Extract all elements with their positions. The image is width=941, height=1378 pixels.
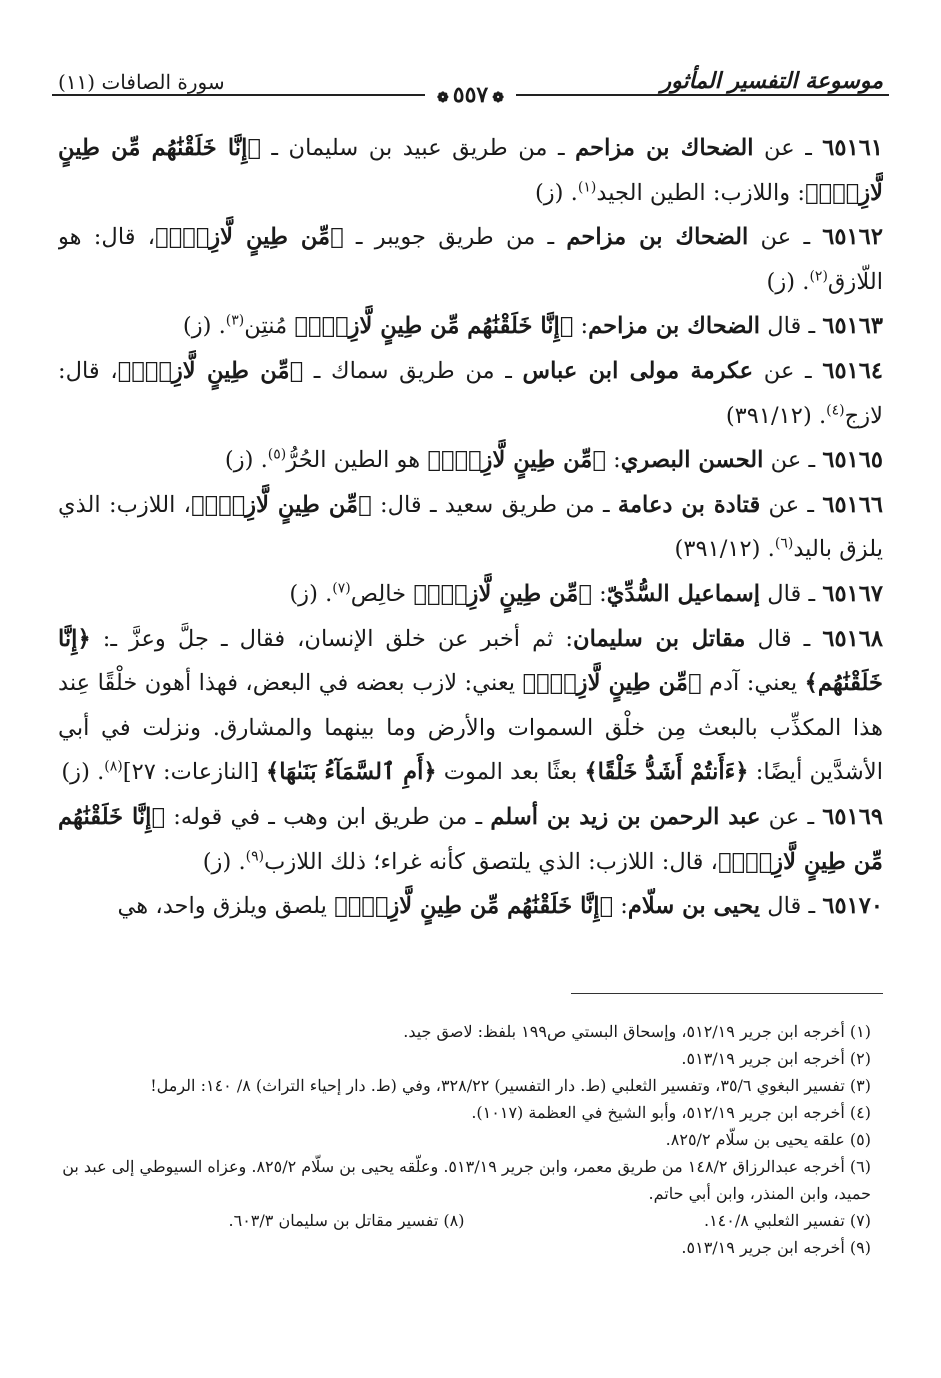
narrator-name: الضحاك بن مزاحم xyxy=(566,224,749,251)
entry-number: ٦٥١٦٩ xyxy=(822,803,883,830)
footnote: (٥) علقه يحيى بن سلّام ٨٢٥/٢. xyxy=(665,1130,871,1149)
entry-text: ـ من طريق سعيد ـ قال: xyxy=(371,491,618,518)
entry-text: ـ قال xyxy=(760,580,823,607)
entry-source: . (ز) xyxy=(182,313,226,340)
entry-number: ٦٥١٦٥ xyxy=(822,447,883,474)
page-number xyxy=(425,82,516,108)
quran-quote: ﴿مِّن طِينٍ لَّازِبِۭ﴾ xyxy=(413,580,592,607)
narrator-name: عكرمة مولى ابن عباس xyxy=(522,357,754,384)
entry-text: : واللازب: الطين الجيد xyxy=(596,179,805,206)
surah-title: سورة الصافات (١١) xyxy=(58,70,225,94)
entry-text: هو الطين الحُرُّ xyxy=(286,447,428,474)
quran-quote: ﴿إِنَّا خَلَقْنَٰهُم مِّن طِينٍ لَّازِبِۭ﴾ xyxy=(58,803,883,875)
entry-text: ، اللازب: الذي يلزق باليد xyxy=(58,491,883,563)
entry xyxy=(58,884,883,929)
entry-number: ٦٥١٦٣ xyxy=(822,313,883,340)
entry xyxy=(58,483,883,572)
entry-number: ٦٥١٦٤ xyxy=(822,357,883,384)
entry-text: ـ قال xyxy=(760,313,823,340)
entry-number: ٦٥١٦٢ xyxy=(822,224,883,251)
page-number-text: ٥٥٧ xyxy=(452,82,489,108)
main-text xyxy=(58,126,883,988)
entry-text: ـ عن xyxy=(748,224,823,251)
footnote: (٦) أخرجه عبدالرزاق ١٤٨/٢ من طريق معمر، وابن جرير ٥١٣/١٩. وعلّقه يحيى بن سلّام ٨٢٥/٢. وعزاه السيوطي إلى عبد بن حميد، وابن المنذر، وابن أبي حاتم. xyxy=(62,1157,871,1203)
entry-text: خالِص xyxy=(350,580,414,607)
quran-quote: ﴿مِّن طِينٍ لَّازِبِۭ﴾ xyxy=(522,670,702,697)
footnote-ref[interactable]: (٤) xyxy=(826,402,845,419)
footnote-ref[interactable]: (٣) xyxy=(225,312,245,329)
entry-source: . (٣٩١/١٢) xyxy=(725,402,827,429)
quran-quote: ﴿مِّن طِينٍ لَّازِبِۭ﴾ xyxy=(427,447,606,474)
narrator-name: الضحاك بن مزاحم xyxy=(575,135,754,161)
quran-quote: ﴿إِنَّا خَلَقْنَٰهُم مِّن طِينٍ لَّازِبِۭ﴾ xyxy=(58,135,883,206)
narrator-name: عبد الرحمن بن زيد بن أسلم xyxy=(490,803,761,830)
footnote-ref[interactable]: (١) xyxy=(577,179,597,196)
footnote: (٤) أخرجه ابن جرير ٥١٢/١٩، وأبو الشيخ في العظمة (١٠١٧). xyxy=(471,1103,871,1122)
entry-text: ـ من طريق ابن وهب ـ في قوله: xyxy=(165,803,491,830)
entry xyxy=(58,617,883,795)
quran-quote: ﴿أَمِ ٱلسَّمَآءُ بَنَىٰهَا﴾ xyxy=(266,759,437,786)
footnotes xyxy=(58,1018,871,1318)
footnote-ref[interactable]: (٦) xyxy=(774,535,794,552)
narrator-name: إسماعيل السُّدِّيّ xyxy=(606,580,761,607)
entry-number: ٦٥١٧٠ xyxy=(822,893,883,920)
footnote-ref[interactable]: (٨) xyxy=(104,758,123,775)
entry-text: ـ عن xyxy=(760,491,823,518)
entry xyxy=(58,126,883,215)
entry-source: . (ز) xyxy=(289,580,333,607)
entry-text: ـ عن xyxy=(760,803,823,830)
entry-number: ٦٥١٦٧ xyxy=(822,580,883,607)
entry-text: : xyxy=(613,893,628,920)
entry-text: يعني: آدم xyxy=(701,670,805,697)
footnote-ref[interactable]: (٩) xyxy=(245,847,265,864)
entry-source: . (ز) xyxy=(534,179,578,206)
entry-source: . (ز) xyxy=(766,268,810,295)
entry-text: ـ عن xyxy=(753,357,823,384)
footnote: (٩) أخرجه ابن جرير ٥١٣/١٩. xyxy=(681,1238,871,1257)
entry-text: ـ قال xyxy=(745,625,823,652)
narrator-name: يحيى بن سلّام xyxy=(627,893,761,920)
entry-number: ٦٥١٦٦ xyxy=(822,491,883,518)
narrator-name: مقاتل بن سليمان xyxy=(573,625,746,652)
entry-text: يعني: لازب بعضه في البعض، فهذا أهون خلْقًا عِند هذا المكذِّب بالبعث مِن خلْق السموات والأرض وما بينهما والمشارق. ونزلت في أبي الأشدَّين أيضًا: xyxy=(58,670,883,786)
quran-quote: ﴿مِّن طِينٍ لَّازِبِۭ﴾ xyxy=(117,357,304,384)
entry xyxy=(58,349,883,438)
entry-source: . (٣٩١/١٢) xyxy=(674,536,775,563)
entry-text: : ثم أخبر عن خلق الإنسان، فقال ـ جلَّ وعزَّ ـ: xyxy=(90,625,574,652)
entry xyxy=(58,304,883,349)
entry-text: : xyxy=(573,313,589,340)
entry-text: يلصق ويلزق واحد، هي xyxy=(117,893,335,920)
entry xyxy=(58,215,883,304)
quran-quote: ﴿مِّن طِينٍ لَّازِبِۭ﴾ xyxy=(190,491,372,518)
footnote: (٢) أخرجه ابن جرير ٥١٣/١٩. xyxy=(681,1049,871,1068)
entry-text: ـ من طريق عبيد بن سليمان ـ xyxy=(260,135,576,161)
entry-text: ـ قال xyxy=(760,893,823,920)
footnote-ref[interactable]: (٢) xyxy=(809,268,828,285)
footnote-ref[interactable]: (٧) xyxy=(332,580,351,597)
narrator-name: قتادة بن دعامة xyxy=(617,491,761,518)
quran-quote: ﴿إِنَّا خَلَقْنَٰهُم﴾ xyxy=(58,625,883,697)
footnote-row xyxy=(58,1207,871,1234)
entry xyxy=(58,795,883,884)
entry-source: . (ز) xyxy=(224,447,268,474)
quran-quote: ﴿إِنَّا خَلَقْنَٰهُم مِّن طِينٍ لَّازِبِۭ﴾ xyxy=(294,313,574,340)
entry-text: ـ عن xyxy=(753,135,823,161)
ornament-icon: ❁ xyxy=(437,90,449,106)
entry-source: . (ز) xyxy=(61,759,105,786)
ornament-icon: ❁ xyxy=(492,90,504,106)
book-title: موسوعة التفسير المأثور xyxy=(660,68,883,94)
quran-quote: ﴿إِنَّا خَلَقْنَٰهُم مِّن طِينٍ لَّازِبِۭ﴾ xyxy=(334,893,614,920)
entry-text: ـ من طريق جويبر ـ xyxy=(343,224,567,251)
entry-number: ٦٥١٦٨ xyxy=(822,625,883,652)
entry-text: ، قال: اللازب: الذي يلتصق كأنه غراء؛ ذلك اللازب xyxy=(264,848,718,875)
page-number-wrap xyxy=(0,82,941,108)
footnote: (٧) تفسير الثعلبي ١٤٠/٨. xyxy=(703,1211,871,1230)
narrator-name: الحسن البصري xyxy=(620,447,764,474)
footnote-ref[interactable]: (٥) xyxy=(267,446,287,463)
quran-quote: ﴿ءَأَنتُمْ أَشَدُّ خَلْقًا﴾ xyxy=(584,759,749,786)
entry-text: ، قال: هو اللّازق xyxy=(58,224,883,295)
entry xyxy=(58,438,883,483)
entry-text: ، قال: لازج xyxy=(58,357,883,429)
footnote: (١) أخرجه ابن جرير ٥١٢/١٩، وإسحاق البستي ص١٩٩ بلفظ: لاصق جيد. xyxy=(403,1022,871,1041)
quran-quote: ﴿مِّن طِينٍ لَّازِبِۭ﴾ xyxy=(155,224,344,251)
entry-text: ـ عن xyxy=(763,447,823,474)
footnote: (٨) تفسير مقاتل بن سليمان ٦٠٣/٣. xyxy=(228,1211,465,1230)
entry-number: ٦٥١٦١ xyxy=(822,135,883,161)
entry-source: . (ز) xyxy=(202,848,246,875)
entry-text: : xyxy=(591,580,607,607)
entry-text: [النازعات: ٢٧] xyxy=(122,759,267,786)
entry-text: بعثًا بعد الموت xyxy=(436,759,585,786)
entry-text: ـ من طريق سماك ـ xyxy=(303,357,523,384)
entry-text: : xyxy=(605,447,621,474)
narrator-name: الضحاك بن مزاحم xyxy=(588,313,761,340)
entry-text: مُنتِن xyxy=(244,313,295,340)
footnote: (٣) تفسير البغوي ٣٥/٦، وتفسير الثعلبي (ط. دار التفسير) ٣٢٨/٢٢، وفي (ط. دار إحياء التراث) ٨/ ١٤٠: الرمل! xyxy=(150,1076,871,1095)
entry xyxy=(58,572,883,617)
footnote-rule xyxy=(571,993,883,994)
